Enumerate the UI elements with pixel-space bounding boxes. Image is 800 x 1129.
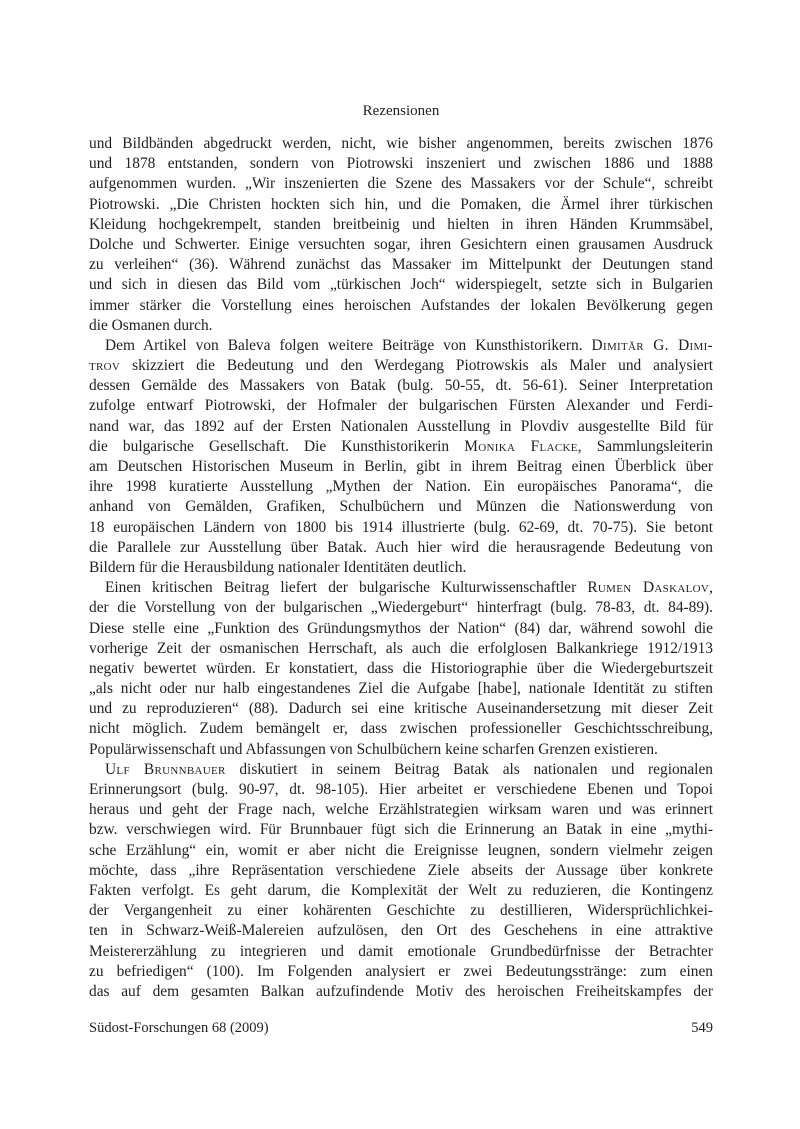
author-name: Ulf Brunnbauer — [105, 760, 226, 778]
text-line: der Vergangenheit zu einer kohärenten Geschichte zu destillieren, Widersprüchlichkei- — [89, 902, 713, 920]
text-segment: diskutiert in seinem Beitrag Batak als nationalen und regionalen — [225, 760, 713, 778]
text-segment: , — [709, 579, 714, 597]
text-line — [89, 760, 713, 780]
text-line — [89, 356, 713, 376]
text-segment: die bulgarische Gesellschaft. Die Kunsthistorikerin — [89, 437, 465, 455]
text-line: bzw. verschwiegen wird. Für Brunnbauer fügt sich die Erinnerung an Batak in eine „mythi- — [89, 821, 713, 839]
running-header: Rezensionen — [362, 103, 440, 119]
text-line: Meistererzählung zu integrieren und damit emotionale Grundbedürfnisse der Betrachter — [89, 942, 713, 960]
text-line: am Deutschen Historischen Museum in Berlin, gibt in ihrem Beitrag einen Überblick über — [89, 458, 713, 475]
text-line: immer stärker die Vorstellung eines heroischen Aufstandes der lokalen Bevölkerung gegen — [89, 296, 713, 314]
author-name: Rumen Daskalov — [587, 579, 710, 597]
text-line — [89, 437, 713, 457]
text-line: das auf dem gesamten Balkan aufzufindende Motiv des heroischen Freiheitskampfes der — [89, 982, 713, 1000]
text-line: Fakten verfolgt. Es geht darum, die Komplexität der Welt zu reduzieren, die Kontingenz — [89, 881, 713, 899]
text-line: Bildern für die Herausbildung nationaler Identitäten deutlich. — [89, 558, 467, 576]
text-segment: skizziert die Bedeutung und den Werdegang Piotrowskis als Maler und analysiert — [120, 357, 713, 375]
text-line: nicht möglich. Zudem bemängelt er, dass zwischen professioneller Geschichtsschreibung, — [89, 720, 713, 738]
author-name: Monika Flacke — [464, 437, 578, 455]
text-segment: , Sammlungsleiterin — [577, 437, 713, 455]
text-line: „als nicht oder nur halb eingestandenes Ziel die Aufgabe [habe], nationale Identität zu stiften — [89, 680, 713, 698]
text-line: 18 europäischen Ländern von 1800 bis 1914 illustrierte (bulg. 62-69, dt. 70-75). Sie betont — [89, 518, 713, 536]
text-line: Populärwissenschaft und Abfassungen von Schulbüchern keine scharfen Grenzen existieren. — [89, 740, 658, 758]
journal-citation: Südost-Forschungen 68 (2009) — [89, 1020, 269, 1036]
text-line — [89, 336, 713, 356]
text-line: ten in Schwarz-Weiß-Malereien aufzulösen, den Ort des Geschehens in eine attraktive — [89, 922, 713, 940]
text-line: die Osmanen durch. — [89, 316, 213, 334]
text-line: nand war, das 1892 auf der Ersten Nationalen Ausstellung in Plovdiv ausgestellte Bild für — [89, 417, 713, 435]
text-line: der die Vorstellung von der bulgarischen „Wiedergeburt“ hinterfragt (bulg. 78-83, dt. 84-89). — [89, 599, 713, 617]
text-line: und 1878 entstanden, sondern von Piotrowski inszeniert und zwischen 1886 und 1888 — [89, 155, 713, 173]
text-line: Diese stelle eine „Funktion des Gründungsmythos der Nation“ (84) dar, während sowohl die — [89, 619, 713, 637]
text-line: zufolge entwarf Piotrowski, der Hofmaler der bulgarischen Fürsten Alexander und Ferdi- — [89, 397, 713, 415]
text-line: anhand von Gemälden, Grafiken, Schulbüchern und Münzen die Nationswerdung von — [89, 498, 713, 516]
text-line: Erinnerungsort (bulg. 90-97, dt. 98-105). Hier arbeitet er verschiedene Ebenen und Topoi — [89, 781, 713, 798]
book-page — [89, 0, 713, 1129]
review-body — [89, 134, 713, 1002]
text-line: aufgenommen wurden. „Wir inszenierten die Szene des Massakers vor der Schule“, schreibt — [89, 175, 713, 193]
text-line: ihre 1998 kuratierte Ausstellung „Mythen der Nation. Ein europäisches Panorama“, die — [89, 478, 713, 496]
text-segment: Dem Artikel von Baleva folgen weitere Beiträge von Kunsthistorikern. — [105, 336, 592, 354]
text-line — [89, 578, 713, 598]
text-line: und sich in diesen das Bild vom „türkischen Joch“ widerspiegelt, setzte sich in Bulgarien — [89, 276, 713, 294]
text-line: möchte, dass „ihre Repräsentation verschiedene Ziele abseits der Aussage über konkrete — [89, 861, 713, 879]
text-segment: Einen kritischen Beitrag liefert der bulgarische Kulturwissenschaftler — [105, 579, 588, 597]
text-line: Piotrowski. „Die Christen hockten sich hin, und die Pomaken, die Ärmel ihrer türkischen — [89, 195, 713, 213]
text-line: heraus und geht der Frage nach, welche Erzählstrategien wirksam waren und was erinnert — [89, 801, 713, 819]
text-line: dessen Gemälde des Massakers von Batak (bulg. 50-55, dt. 56-61). Seiner Interpretation — [89, 377, 713, 395]
text-line: zu befriedigen“ (100). Im Folgenden analysiert er zwei Bedeutungsstränge: zum einen — [89, 962, 713, 980]
text-line: die Parallele zur Ausstellung über Batak. Auch hier wird die herausragende Bedeutung von — [89, 538, 713, 556]
author-name: trov — [89, 357, 121, 375]
text-line: und zu reproduzieren“ (88). Dadurch sei eine kritische Auseinandersetzung mit dieser Zeit — [89, 700, 713, 718]
page-number: 549 — [691, 1020, 713, 1036]
text-line: Dolche und Schwerter. Einige versuchten sogar, ihren Gesichtern einen grausamen Ausdruck — [89, 235, 713, 253]
text-line: zu verleihen“ (36). Während zunächst das Massaker im Mittelpunkt der Deutungen stand — [89, 256, 713, 274]
text-line: Kleidung hochgekrempelt, standen breitbeinig und hielten in ihren Händen Krummsäbel, — [89, 215, 713, 233]
text-line: sche Erzählung“ ein, womit er aber nicht die Ereignisse leugnen, sondern vielmehr zeigen — [89, 841, 713, 859]
text-line: negativ bewertet würden. Er konstatiert, dass die Historiographie über die Wiedergeburtszeit — [89, 659, 713, 677]
author-name: Dimităr G. Dimi- — [591, 336, 713, 354]
text-line: vorherige Zeit der osmanischen Herrschaft, als auch die erfolglosen Balkankriege 1912/1913 — [89, 639, 713, 657]
text-line: und Bildbänden abgedruckt werden, nicht, wie bisher angenommen, bereits zwischen 1876 — [89, 135, 713, 152]
